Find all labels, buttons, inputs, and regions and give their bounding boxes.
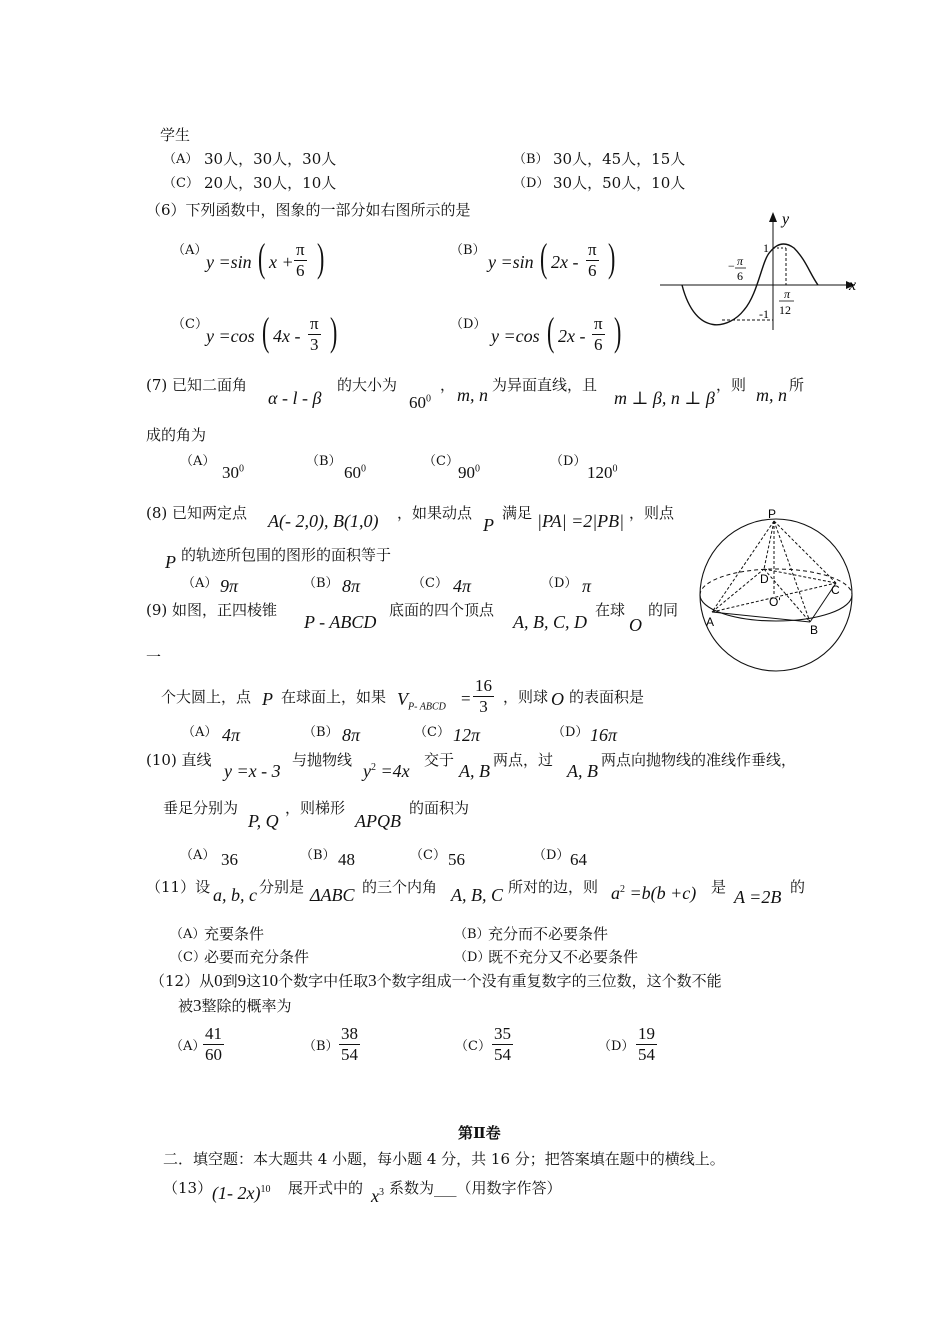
q10-option-d-val: 64 (570, 850, 587, 869)
q7-s5: 所 (789, 376, 805, 394)
q6-option-d-lhs: y =cos (491, 326, 540, 346)
q7-option-d-letter: （D） (550, 454, 587, 469)
tick-pi-a: π (737, 254, 744, 268)
q8-option-a-val: 9π (220, 576, 239, 596)
q9-s1: (9) 如图，正四棱锥 (146, 601, 278, 619)
q10-PQ: P, Q (248, 811, 279, 831)
q12-option-a-letter: （A） (170, 1039, 206, 1054)
q6-option-b-lhs: y =sin (488, 252, 534, 272)
q10-s2: 与抛物线 (292, 751, 353, 769)
label-C: C (831, 583, 840, 597)
q11-option-b-text: 充分而不必要条件 (488, 925, 609, 943)
q9-option-c-letter: （C） (414, 725, 450, 740)
q8-option-a-letter: （A） (182, 576, 218, 591)
q9-option-c-val: 12π (453, 725, 481, 745)
q13-s2: 展开式中的 (288, 1179, 364, 1197)
q6-option-a-frac: $\frac{\pi}{6}$ (296, 240, 305, 280)
q7-mn: m, n (457, 385, 488, 405)
q5-option-d-text: 30人，50人，10人 (553, 174, 686, 192)
q6-option-a-inner: x + (269, 252, 294, 272)
q13-s1: （13） (163, 1179, 213, 1197)
q6-option-c-frac: $\frac{\pi}{3}$ (310, 314, 319, 354)
q10-s6: 垂足分别为 (163, 799, 239, 817)
q9-sphere-figure (698, 505, 860, 673)
q11-option-d-text: 既不充分又不必要条件 (488, 948, 639, 966)
q10-option-a-letter: （A） (180, 848, 216, 863)
q11-s6: 的 (790, 878, 806, 896)
q11-s4: 所对的边，则 (508, 878, 599, 896)
q7-deg: $60^0$ (409, 393, 431, 412)
q7-option-c-val: $90^0$ (458, 463, 480, 482)
q7-sep: ， (440, 376, 456, 394)
part2-title: 第Ⅱ卷 (458, 1124, 501, 1142)
q11-option-a-letter: （A） (170, 927, 206, 942)
q9-V: $V_{P- ABCD}$ (397, 689, 446, 713)
q10-s3: 交于 (424, 751, 455, 769)
q8-option-c-val: 4π (453, 576, 472, 596)
q9-option-d-letter: （D） (552, 725, 589, 740)
q9-s4: 的同 (648, 601, 679, 619)
q6-option-a-lhs: y =sin (206, 252, 252, 272)
q7-s4: ，则 (716, 376, 747, 394)
q7-cond: m ⊥ β, n ⊥ β (614, 388, 715, 408)
q9-option-b-letter: （B） (303, 725, 339, 740)
q7-s6: 成的角为 (146, 426, 207, 444)
sine-curve (682, 244, 818, 325)
q7-option-a-letter: （A） (180, 454, 216, 469)
q8-s4: ，则点 (629, 504, 675, 522)
q10-s5: 两点向抛物线的准线作垂线， (601, 751, 797, 769)
q6-option-b-frac: $\frac{\pi}{6}$ (588, 240, 597, 280)
q5-option-b-text: 30人，45人，15人 (553, 150, 686, 168)
q9-s7: 在球面上，如果 (281, 688, 387, 706)
q11-concl: A =2B (734, 887, 782, 907)
q9-s6: 个大圆上，点 (161, 688, 252, 706)
q7-option-d-val: $120^0$ (587, 463, 618, 482)
q9-O: O (629, 615, 642, 635)
q6-option-d-lparen: ( (546, 309, 555, 354)
q10-option-d-letter: （D） (533, 848, 570, 863)
q6-option-b-letter: （B） (450, 243, 486, 258)
label-O: O' (769, 595, 781, 609)
q8-s2: ，如果动点 (397, 504, 473, 522)
q12-option-b-letter: （B） (303, 1039, 339, 1054)
y-label: y (782, 211, 790, 228)
q12-line1: （12）从0到9这10个数字中任取3个数字组成一个没有重复数字的三位数，这个数不能 (150, 971, 722, 990)
q9-option-b-val: 8π (342, 725, 361, 745)
label-D: D (760, 572, 769, 586)
q10-AB2: A, B (567, 761, 598, 781)
q9-s9: 的表面积是 (569, 688, 645, 706)
q5-option-c-letter: （C） (163, 176, 199, 191)
y-axis-arrow-icon (769, 212, 777, 222)
q8-option-d-letter: （D） (541, 576, 578, 591)
q10-option-c-letter: （C） (410, 848, 446, 863)
q10-trap: APQB (355, 811, 401, 831)
tick-neg-one: -1 (759, 307, 769, 321)
q12-option-a-frac: $\frac{41}{60}$ (205, 1024, 222, 1064)
q12-line2: 被3整除的概率为 (178, 996, 292, 1015)
q8-option-d-val: π (582, 576, 592, 596)
tick-six: 6 (737, 269, 743, 283)
q9-option-a-letter: （A） (182, 725, 218, 740)
q8-s5: 的轨迹所包围的图形的面积等于 (181, 546, 392, 564)
q9-frac: $\frac{16}{3}$ (475, 676, 492, 716)
part2-instruction: 二．填空题：本大题共 4 小题，每小题 4 分，共 16 分；把答案填在题中的横线上。 (163, 1150, 725, 1168)
q9-s8: ，则球 (503, 688, 549, 706)
q8-points: A(- 2,0), B(1,0) (268, 511, 379, 531)
q7-angle: α - l - β (268, 388, 322, 408)
q10-AB: A, B (459, 761, 490, 781)
q6-sine-graph (660, 208, 870, 333)
q6-option-c-lparen: ( (261, 309, 270, 354)
q8-option-c-letter: （C） (412, 576, 448, 591)
q7-option-a-val: $30^0$ (222, 463, 244, 482)
q10-parabola: $y^2 =4x$ (363, 761, 410, 781)
q11-abc: a, b, c (213, 885, 257, 905)
q13-expr: (1- 2x)$^{10}$ (212, 1183, 271, 1203)
label-A: A (706, 615, 715, 629)
q6-option-b-rparen: ) (607, 235, 616, 280)
q12-option-b-frac: $\frac{38}{54}$ (341, 1024, 358, 1064)
tick-pi-b: π (784, 287, 791, 301)
q6-option-c-letter: （C） (172, 317, 208, 332)
q10-option-b-letter: （B） (300, 848, 336, 863)
q6-option-d-rparen: ) (613, 309, 622, 354)
q13-x: $x^3$ (371, 1186, 384, 1206)
q12-option-c-frac: $\frac{35}{54}$ (494, 1024, 511, 1064)
q5-option-b-letter: （B） (513, 152, 549, 167)
q9-eq: = (461, 689, 471, 708)
q6-option-b-inner: 2x - (551, 252, 579, 272)
q7-mn2: m, n (756, 385, 787, 405)
q6-option-b-lparen: ( (539, 235, 548, 280)
q11-ABC: A, B, C (451, 885, 503, 905)
q9-option-a-val: 4π (222, 725, 241, 745)
q11-option-c-letter: （C） (170, 950, 206, 965)
q8-P: P (483, 515, 494, 535)
q11-option-b-letter: （B） (454, 927, 490, 942)
q10-line: y =x - 3 (224, 761, 281, 781)
q8-option-b-letter: （B） (303, 576, 339, 591)
q6-option-c-rparen: ) (329, 309, 338, 354)
q5-option-d-letter: （D） (513, 176, 550, 191)
q11-s2: 分别是 (259, 878, 305, 896)
q6-option-a-rparen: ) (316, 235, 325, 280)
q11-option-c-text: 必要而充分条件 (204, 948, 310, 966)
q8-P2: P (165, 552, 176, 572)
q10-option-a-val: 36 (221, 850, 238, 869)
q8-s1: (8) 已知两定点 (146, 504, 248, 522)
q10-s7: ，则梯形 (285, 799, 346, 817)
q12-option-c-letter: （C） (455, 1039, 491, 1054)
q8-option-b-val: 8π (342, 576, 361, 596)
q7-s1: (7) 已知二面角 (146, 376, 248, 394)
q9-pyr: P - ABCD (304, 612, 377, 632)
q6-option-a-letter: （A） (172, 243, 208, 258)
q11-option-d-letter: （D） (454, 950, 491, 965)
q8-cond: |PA| =2|PB| (537, 511, 625, 531)
q9-verts: A, B, C, D (513, 612, 587, 632)
q11-tri: ΔABC (310, 885, 355, 905)
q6-option-a-lparen: ( (257, 235, 266, 280)
q6-stem: （6）下列函数中，图象的一部分如右图所示的是 (146, 201, 471, 219)
q11-s1: （11）设 (146, 878, 211, 896)
q12-option-d-frac: $\frac{19}{54}$ (638, 1024, 655, 1064)
q10-option-c-val: 56 (448, 850, 465, 869)
x-label: x (849, 277, 857, 294)
q11-s3: 的三个内角 (362, 878, 438, 896)
q9-option-d-val: 16π (590, 725, 618, 745)
q7-s2: 的大小为 (337, 376, 398, 394)
q12-option-d-letter: （D） (598, 1039, 635, 1054)
q5-option-a-text: 30人，30人，30人 (204, 150, 337, 168)
q7-option-c-letter: （C） (423, 454, 459, 469)
q6-option-d-inner: 2x - (558, 326, 586, 346)
q6-option-c-lhs: y =cos (206, 326, 255, 346)
tick-one: 1 (763, 241, 769, 255)
tick-twelve: 12 (779, 303, 791, 317)
q6-option-d-frac: $\frac{\pi}{6}$ (594, 314, 603, 354)
q6-option-d-letter: （D） (450, 317, 487, 332)
q7-option-b-val: $60^0$ (344, 463, 366, 482)
q13-s3: 系数为___（用数字作答） (389, 1179, 562, 1197)
q5-tail-line: 学生 (160, 126, 191, 144)
q10-s4: 两点，过 (493, 751, 554, 769)
q5-option-c-text: 20人，30人，10人 (204, 174, 337, 192)
q11-option-a-text: 充要条件 (204, 925, 265, 943)
q7-option-b-letter: （B） (306, 454, 342, 469)
q9-O2: O (551, 689, 564, 709)
q8-s3: 满足 (502, 504, 533, 522)
q11-s5: 是 (711, 878, 727, 896)
q9-s3: 在球 (595, 601, 626, 619)
q10-s8: 的面积为 (409, 799, 470, 817)
q5-option-a-letter: （A） (163, 152, 199, 167)
q9-P: P (262, 689, 273, 709)
q7-s3: 为异面直线，且 (492, 376, 598, 394)
q9-s5: 一 (146, 648, 162, 666)
q6-option-c-inner: 4x - (273, 326, 301, 346)
q11-cond: $a^2 =b(b +c)$ (611, 883, 697, 903)
q10-s1: (10) 直线 (146, 751, 212, 769)
label-B: B (810, 623, 819, 637)
tick-neg-sign: − (728, 259, 735, 273)
label-P: P (768, 507, 777, 521)
q9-s2: 底面的四个顶点 (389, 601, 495, 619)
q10-option-b-val: 48 (338, 850, 355, 869)
